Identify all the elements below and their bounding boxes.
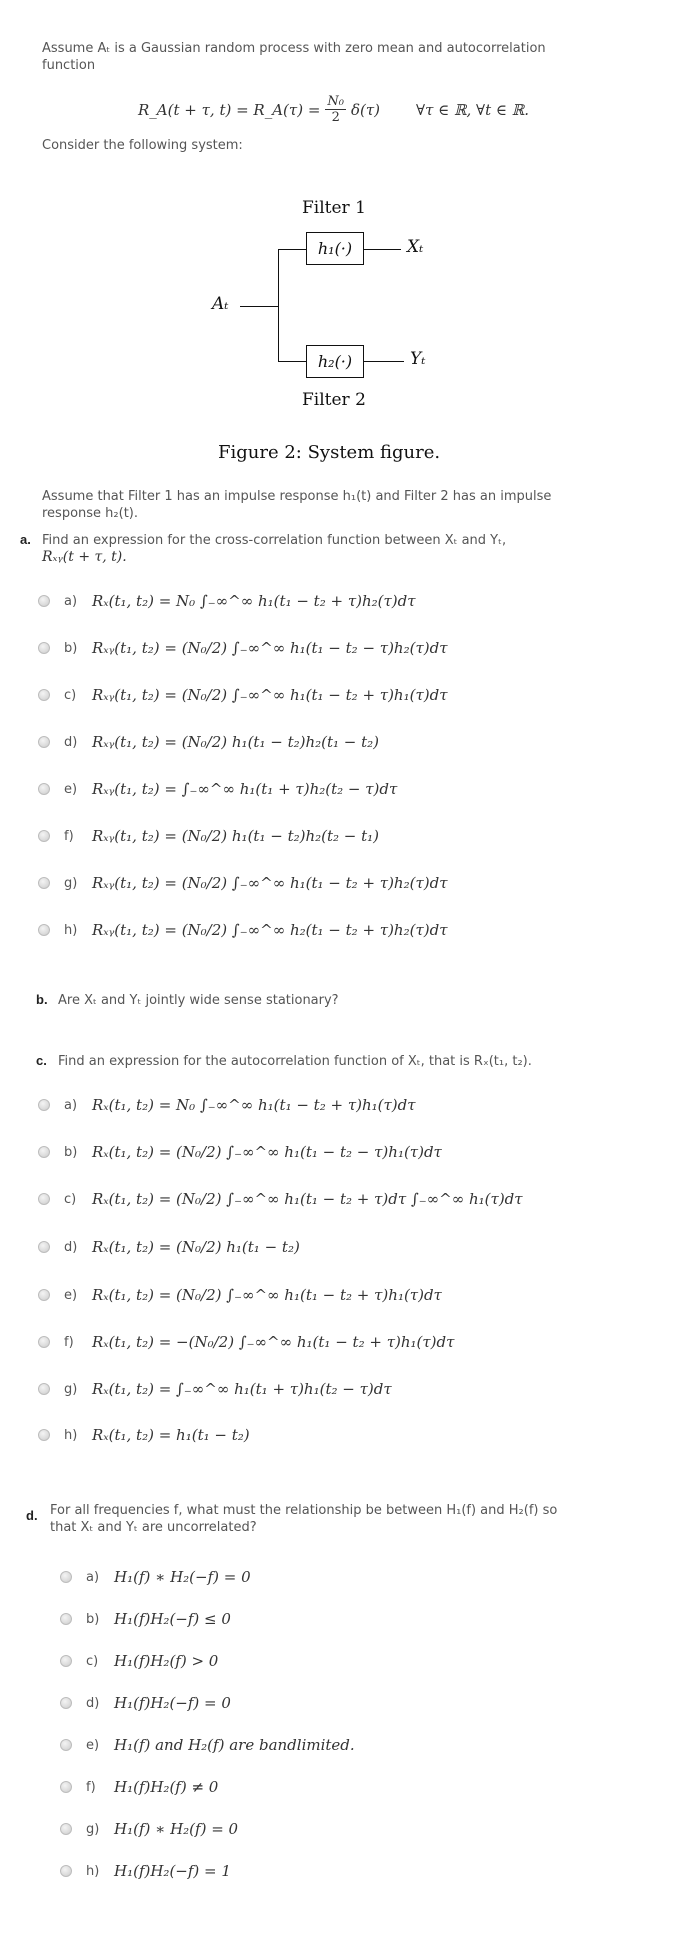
radio-button[interactable] (38, 830, 50, 842)
radio-button[interactable] (38, 877, 50, 889)
option-letter: b) (64, 1144, 78, 1160)
option-c-a[interactable] (38, 1094, 416, 1116)
radio-button[interactable] (60, 1571, 72, 1583)
option-d-a[interactable] (60, 1566, 251, 1588)
option-d-d[interactable] (60, 1692, 231, 1714)
option-c-g[interactable] (38, 1378, 392, 1400)
input-a-label: Aₜ (212, 294, 229, 314)
option-c-c[interactable] (38, 1188, 523, 1210)
radio-button[interactable] (38, 1099, 50, 1111)
option-expression: Rₓ(t₁, t₂) = −(N₀/2) ∫₋∞^∞ h₁(t₁ − t₂ + τ)h₁(τ)dτ (92, 1333, 455, 1351)
radio-button[interactable] (38, 1193, 50, 1205)
output1-line (364, 249, 401, 250)
option-expression: H₁(f) ∗ H₂(−f) = 0 (114, 1568, 251, 1586)
option-letter: h) (64, 1427, 78, 1443)
intro-line-2: function (42, 58, 96, 73)
radio-button[interactable] (38, 736, 50, 748)
option-expression: H₁(f)H₂(−f) ≤ 0 (114, 1610, 231, 1628)
branch2-line (278, 361, 306, 362)
option-c-d[interactable] (38, 1236, 300, 1258)
input-line (240, 306, 279, 307)
question-a-line-1: Find an expression for the cross-correlation function between Xₜ and Yₜ, (42, 533, 507, 548)
radio-button[interactable] (38, 595, 50, 607)
radio-button[interactable] (60, 1739, 72, 1751)
option-c-f[interactable] (38, 1331, 454, 1353)
option-expression: H₁(f)H₂(−f) = 0 (114, 1694, 231, 1712)
option-letter: c) (64, 687, 77, 703)
figure-caption: Figure 2: System figure. (218, 442, 441, 463)
option-a-c[interactable] (38, 684, 448, 706)
equation-lhs: R_A(t + τ, t) = R_A(τ) = (138, 100, 321, 119)
radio-button[interactable] (38, 924, 50, 936)
question-b-label: b. (36, 992, 48, 1007)
equation-rhs: δ(τ) (351, 100, 381, 119)
question-d-label: d. (26, 1508, 38, 1523)
option-letter: d) (64, 734, 78, 750)
option-letter: a) (64, 1097, 78, 1113)
option-letter: f) (64, 828, 74, 844)
radio-button[interactable] (60, 1865, 72, 1877)
option-letter: g) (64, 1381, 78, 1397)
option-letter: g) (64, 875, 78, 891)
radio-button[interactable] (60, 1697, 72, 1709)
equation-quantifier: ∀τ ∈ ℝ, ∀t ∈ ℝ. (416, 100, 529, 119)
radio-button[interactable] (38, 1146, 50, 1158)
output-y-label: Yₜ (410, 349, 426, 369)
option-a-d[interactable] (38, 731, 379, 753)
option-letter: e) (64, 781, 78, 797)
option-letter: h) (64, 922, 78, 938)
radio-button[interactable] (60, 1781, 72, 1793)
radio-button[interactable] (60, 1655, 72, 1667)
option-c-h[interactable] (38, 1424, 250, 1446)
filter1-box: h₁(·) (306, 232, 364, 265)
option-expression: Rₓᵧ(t₁, t₂) = (N₀/2) h₁(t₁ − t₂)h₂(t₂ − t₁) (92, 827, 380, 845)
option-expression: Rₓ(t₁, t₂) = N₀ ∫₋∞^∞ h₁(t₁ − t₂ + τ)h₂(τ)dτ (92, 592, 416, 610)
option-expression: Rₓᵧ(t₁, t₂) = (N₀/2) h₁(t₁ − t₂)h₂(t₁ − t₂) (92, 733, 380, 751)
radio-button[interactable] (38, 1383, 50, 1395)
option-expression: H₁(f) ∗ H₂(f) = 0 (114, 1820, 239, 1838)
branch1-line (278, 249, 306, 250)
question-d-line-1: For all frequencies f, what must the relationship be between H₁(f) and H₂(f) so (50, 1503, 558, 1518)
question-c-label: c. (36, 1053, 47, 1068)
fraction-denominator: 2 (331, 110, 340, 125)
radio-button[interactable] (60, 1613, 72, 1625)
option-expression: Rₓ(t₁, t₂) = (N₀/2) ∫₋∞^∞ h₁(t₁ − t₂ − τ)h₁(τ)dτ (92, 1143, 442, 1161)
option-expression: Rₓ(t₁, t₂) = (N₀/2) ∫₋∞^∞ h₁(t₁ − t₂ + τ)h₁(τ)dτ (92, 1286, 442, 1304)
option-letter: b) (86, 1611, 100, 1627)
option-d-b[interactable] (60, 1608, 231, 1630)
option-a-a[interactable] (38, 590, 416, 612)
option-d-e[interactable] (60, 1734, 355, 1756)
option-letter: h) (86, 1863, 100, 1879)
split-line (278, 249, 279, 362)
option-expression: H₁(f)H₂(−f) = 1 (114, 1862, 231, 1880)
option-letter: c) (86, 1653, 99, 1669)
option-letter: d) (86, 1695, 100, 1711)
option-expression: H₁(f) and H₂(f) are bandlimited. (114, 1736, 355, 1754)
question-a-line-2: Rₓᵧ(t + τ, t). (42, 549, 127, 565)
system-figure (180, 190, 480, 470)
option-expression: Rₓ(t₁, t₂) = (N₀/2) h₁(t₁ − t₂) (92, 1238, 300, 1256)
output2-line (364, 361, 404, 362)
filter2-label: Filter 2 (302, 390, 366, 410)
option-letter: e) (64, 1287, 78, 1303)
fraction-numerator: N₀ (327, 94, 344, 109)
option-letter: b) (64, 640, 78, 656)
option-expression: H₁(f)H₂(f) ≠ 0 (114, 1778, 219, 1796)
option-letter: c) (64, 1191, 77, 1207)
option-letter: d) (64, 1239, 78, 1255)
autocorrelation-equation (138, 94, 529, 125)
radio-button[interactable] (38, 1336, 50, 1348)
assume-line-1: Assume that Filter 1 has an impulse response h₁(t) and Filter 2 has an impulse (42, 489, 552, 504)
option-letter: a) (64, 593, 78, 609)
intro-text (42, 40, 602, 74)
consider-text: Consider the following system: (42, 138, 243, 153)
option-d-c[interactable] (60, 1650, 218, 1672)
option-expression: Rₓᵧ(t₁, t₂) = (N₀/2) ∫₋∞^∞ h₁(t₁ − t₂ + τ)h₁(τ)dτ (92, 686, 448, 704)
option-d-f[interactable] (60, 1776, 218, 1798)
radio-button[interactable] (38, 1241, 50, 1253)
option-a-f[interactable] (38, 825, 379, 847)
radio-button[interactable] (38, 1429, 50, 1441)
option-a-b[interactable] (38, 637, 448, 659)
output-x-label: Xₜ (407, 237, 424, 257)
question-d-line-2: that Xₜ and Yₜ are uncorrelated? (50, 1520, 257, 1535)
radio-button[interactable] (38, 1289, 50, 1301)
option-c-b[interactable] (38, 1141, 442, 1163)
option-expression: Rₓᵧ(t₁, t₂) = ∫₋∞^∞ h₁(t₁ + τ)h₂(t₂ − τ)dτ (92, 780, 398, 798)
option-a-e[interactable] (38, 778, 397, 800)
assume-text (42, 488, 602, 522)
intro-line-1: Assume Aₜ is a Gaussian random process with zero mean and autocorrelation (42, 41, 546, 56)
radio-button[interactable] (60, 1823, 72, 1835)
radio-button[interactable] (38, 689, 50, 701)
option-expression: Rₓ(t₁, t₂) = (N₀/2) ∫₋∞^∞ h₁(t₁ − t₂ + τ)dτ ∫₋∞^∞ h₁(τ)dτ (92, 1190, 523, 1208)
question-c-text: Find an expression for the autocorrelation function of Xₜ, that is Rₓ(t₁, t₂). (58, 1054, 532, 1069)
assume-line-2: response h₂(t). (42, 506, 139, 521)
question-a-text (42, 532, 602, 566)
question-a-label: a. (20, 532, 31, 547)
option-letter: g) (86, 1821, 100, 1837)
filter1-label: Filter 1 (302, 198, 366, 218)
question-d-text (50, 1502, 630, 1536)
radio-button[interactable] (38, 783, 50, 795)
option-expression: Rₓ(t₁, t₂) = N₀ ∫₋∞^∞ h₁(t₁ − t₂ + τ)h₁(τ)dτ (92, 1096, 416, 1114)
option-expression: Rₓᵧ(t₁, t₂) = (N₀/2) ∫₋∞^∞ h₁(t₁ − t₂ − τ)h₂(τ)dτ (92, 639, 448, 657)
option-letter: f) (86, 1779, 96, 1795)
option-letter: e) (86, 1737, 100, 1753)
option-c-e[interactable] (38, 1284, 442, 1306)
option-expression: Rₓ(t₁, t₂) = h₁(t₁ − t₂) (92, 1426, 250, 1444)
option-d-h[interactable] (60, 1860, 231, 1882)
option-expression: H₁(f)H₂(f) > 0 (114, 1652, 219, 1670)
radio-button[interactable] (38, 642, 50, 654)
option-expression: Rₓᵧ(t₁, t₂) = (N₀/2) ∫₋∞^∞ h₁(t₁ − t₂ + τ)h₂(τ)dτ (92, 874, 448, 892)
filter2-box: h₂(·) (306, 345, 364, 378)
option-expression: Rₓᵧ(t₁, t₂) = (N₀/2) ∫₋∞^∞ h₂(t₁ − t₂ + τ)h₂(τ)dτ (92, 921, 448, 939)
option-letter: a) (86, 1569, 100, 1585)
equation-fraction (325, 94, 346, 125)
question-b-text: Are Xₜ and Yₜ jointly wide sense stationary? (58, 993, 339, 1008)
option-letter: f) (64, 1334, 74, 1350)
option-d-g[interactable] (60, 1818, 238, 1840)
option-expression: Rₓ(t₁, t₂) = ∫₋∞^∞ h₁(t₁ + τ)h₁(t₂ − τ)dτ (92, 1380, 392, 1398)
option-a-g[interactable] (38, 872, 448, 894)
option-a-h[interactable] (38, 919, 448, 941)
